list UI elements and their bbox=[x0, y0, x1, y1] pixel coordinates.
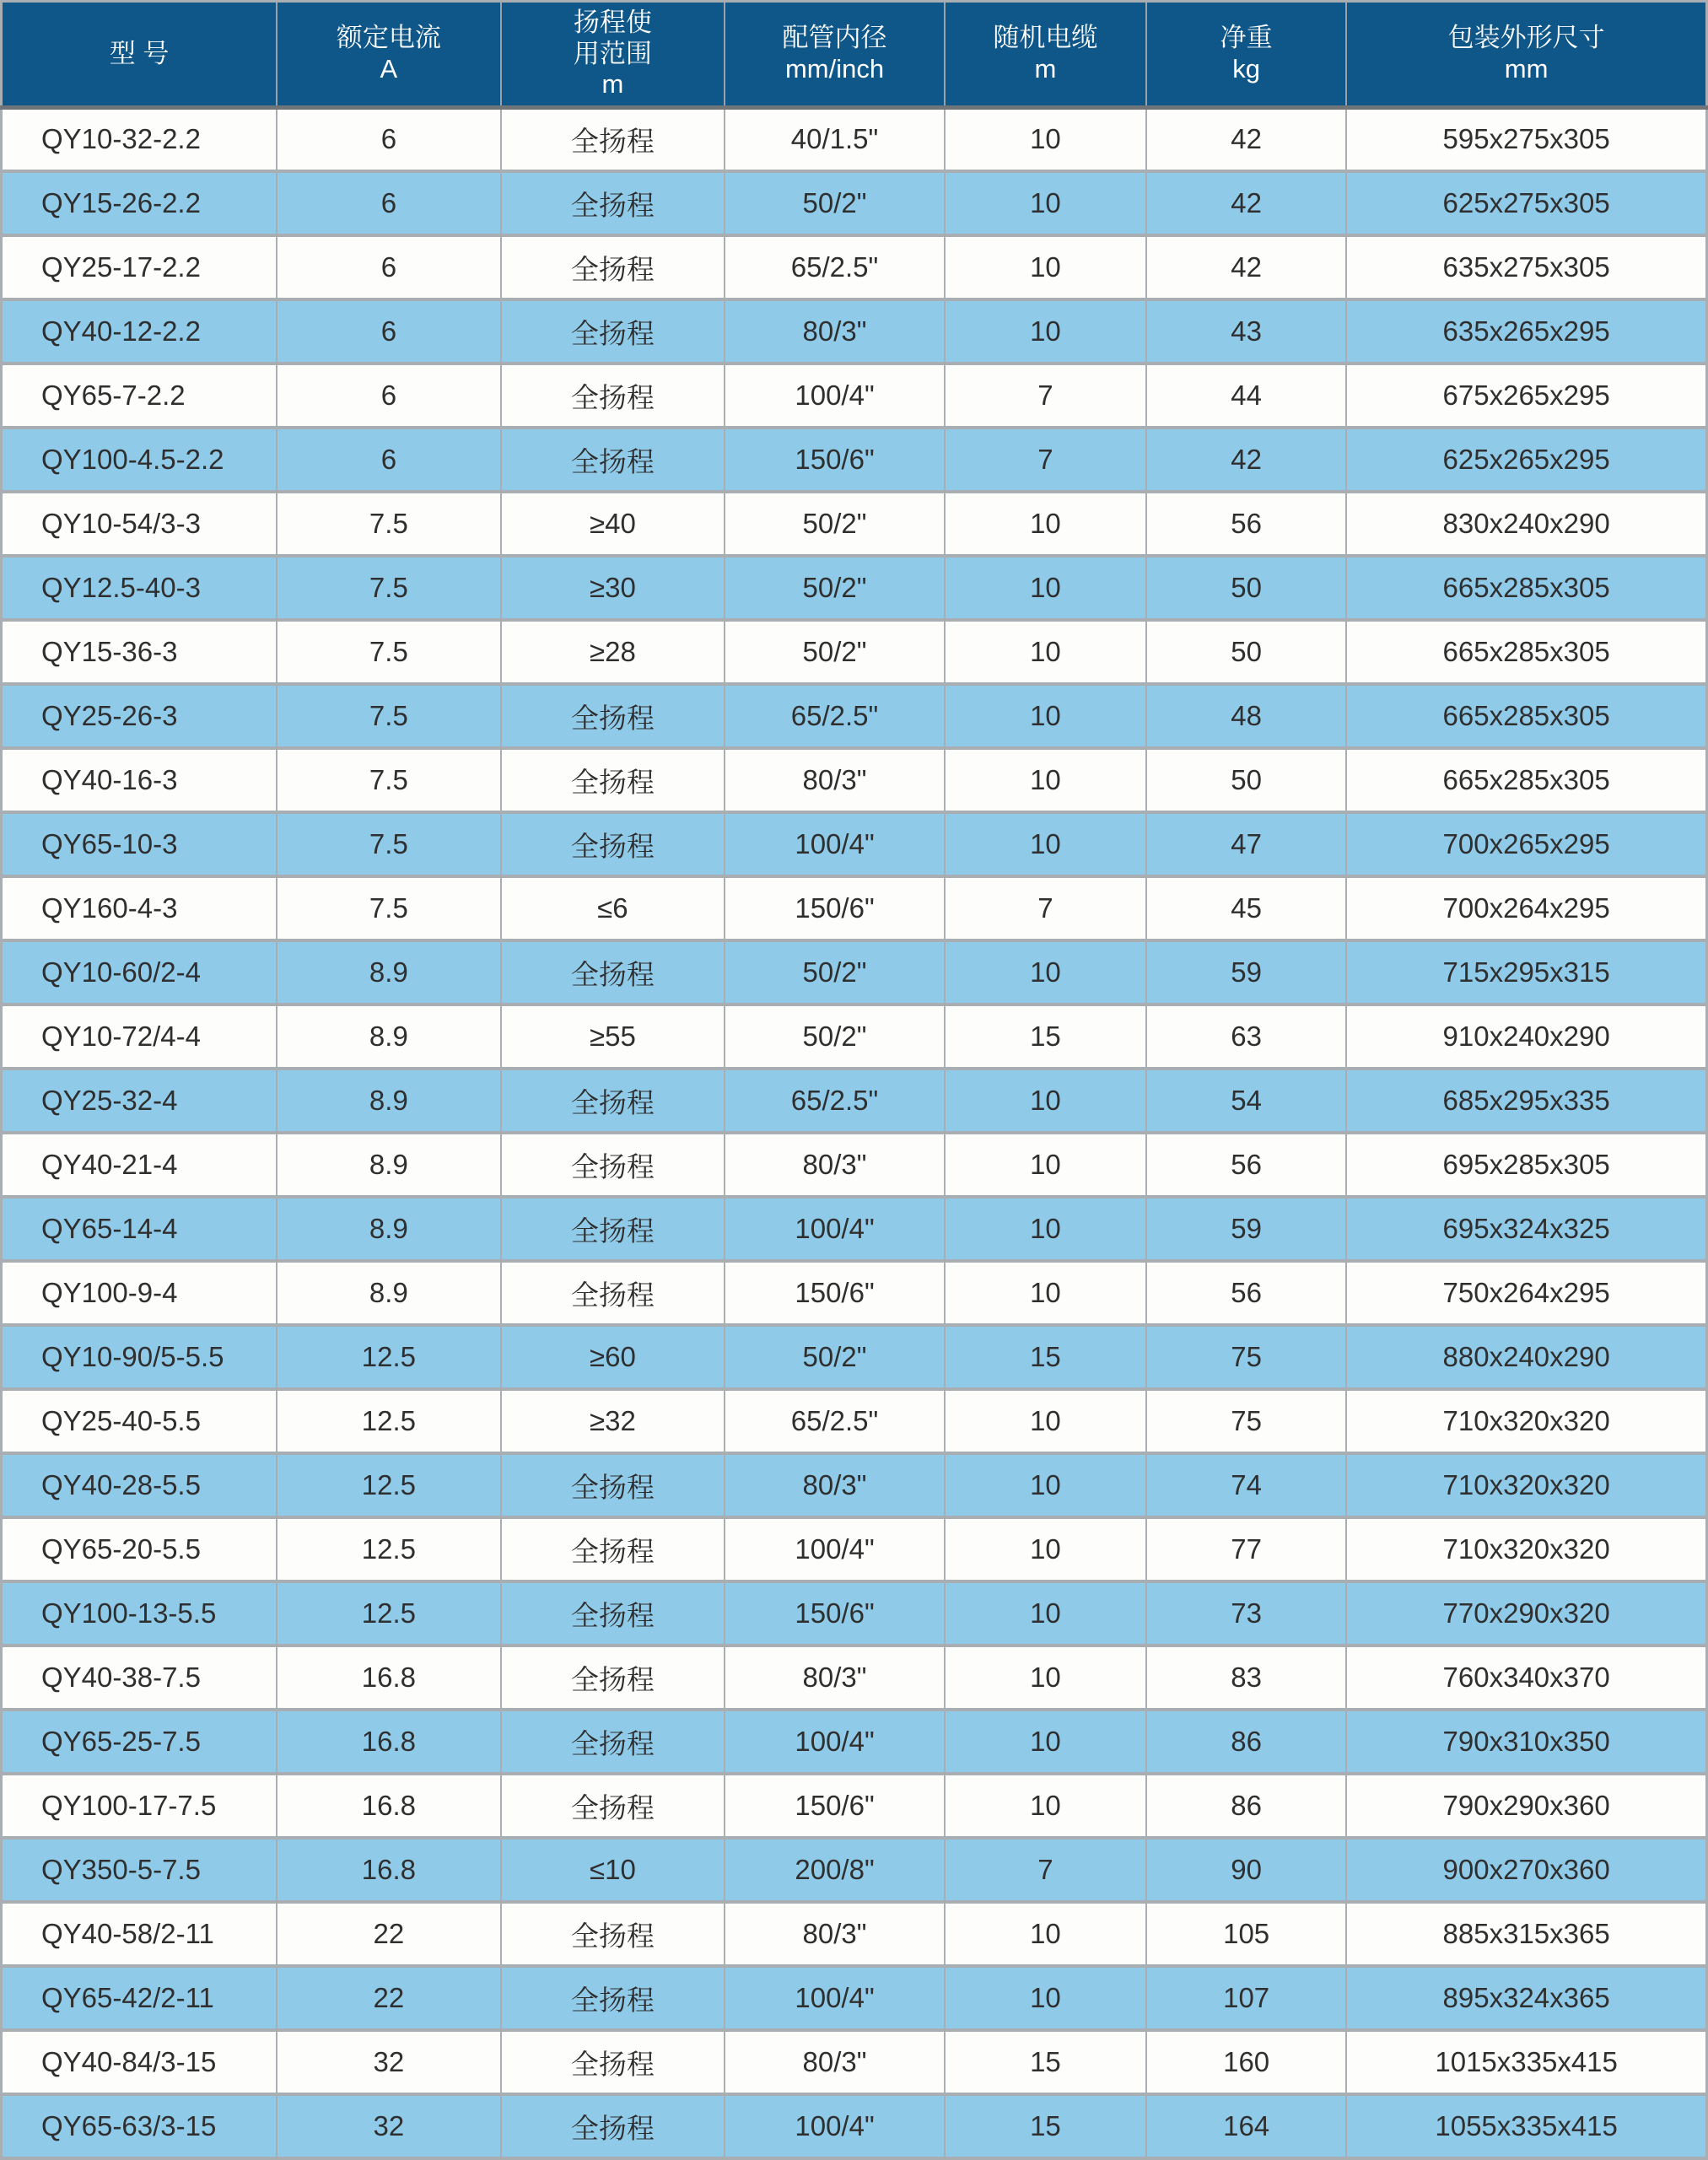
cell-net-weight: 56 bbox=[1146, 1133, 1346, 1197]
table-row bbox=[2, 1005, 1707, 1069]
cell-rated-current: 7.5 bbox=[277, 748, 501, 812]
cell-rated-current: 8.9 bbox=[277, 1069, 501, 1133]
cell-net-weight: 164 bbox=[1146, 2094, 1346, 2158]
cell-rated-current: 22 bbox=[277, 1966, 501, 2030]
table-body bbox=[2, 107, 1707, 2158]
cell-package-size: 790x290x360 bbox=[1346, 1774, 1706, 1838]
cell-cable-length: 15 bbox=[945, 1325, 1146, 1389]
cell-package-size: 695x285x305 bbox=[1346, 1133, 1706, 1197]
cell-pipe-diameter: 200/8" bbox=[725, 1838, 945, 1902]
cell-pipe-diameter: 100/4" bbox=[725, 1966, 945, 2030]
cell-package-size: 700x264x295 bbox=[1346, 876, 1706, 940]
cell-cable-length: 10 bbox=[945, 1261, 1146, 1325]
cell-rated-current: 16.8 bbox=[277, 1646, 501, 1710]
cell-package-size: 760x340x370 bbox=[1346, 1646, 1706, 1710]
cell-head-range: 全扬程 bbox=[501, 171, 725, 235]
cell-net-weight: 50 bbox=[1146, 748, 1346, 812]
table-row bbox=[2, 299, 1707, 364]
cell-head-range: 全扬程 bbox=[501, 2030, 725, 2094]
cell-pipe-diameter: 80/3" bbox=[725, 299, 945, 364]
cell-cable-length: 15 bbox=[945, 1005, 1146, 1069]
cell-head-range: 全扬程 bbox=[501, 1133, 725, 1197]
table-row bbox=[2, 1581, 1707, 1646]
cell-rated-current: 8.9 bbox=[277, 1133, 501, 1197]
cell-model: QY40-84/3-15 bbox=[2, 2030, 277, 2094]
cell-cable-length: 7 bbox=[945, 364, 1146, 428]
cell-package-size: 790x310x350 bbox=[1346, 1710, 1706, 1774]
cell-package-size: 675x265x295 bbox=[1346, 364, 1706, 428]
cell-model: QY10-90/5-5.5 bbox=[2, 1325, 277, 1389]
table-header-row bbox=[2, 2, 1707, 108]
cell-head-range: ≥32 bbox=[501, 1389, 725, 1453]
cell-rated-current: 22 bbox=[277, 1902, 501, 1966]
cell-model: QY10-32-2.2 bbox=[2, 107, 277, 171]
cell-model: QY100-4.5-2.2 bbox=[2, 428, 277, 492]
cell-cable-length: 10 bbox=[945, 620, 1146, 684]
table-row bbox=[2, 235, 1707, 299]
cell-package-size: 770x290x320 bbox=[1346, 1581, 1706, 1646]
cell-package-size: 635x275x305 bbox=[1346, 235, 1706, 299]
table-row bbox=[2, 1774, 1707, 1838]
cell-head-range: 全扬程 bbox=[501, 107, 725, 171]
cell-pipe-diameter: 80/3" bbox=[725, 1646, 945, 1710]
cell-model: QY15-36-3 bbox=[2, 620, 277, 684]
cell-package-size: 625x275x305 bbox=[1346, 171, 1706, 235]
cell-cable-length: 10 bbox=[945, 684, 1146, 748]
table-row bbox=[2, 1453, 1707, 1517]
cell-rated-current: 6 bbox=[277, 364, 501, 428]
cell-rated-current: 32 bbox=[277, 2030, 501, 2094]
cell-cable-length: 10 bbox=[945, 1069, 1146, 1133]
column-header-cable-length: 随机电缆 m bbox=[945, 2, 1146, 108]
cell-pipe-diameter: 50/2" bbox=[725, 556, 945, 620]
cell-package-size: 910x240x290 bbox=[1346, 1005, 1706, 1069]
cell-rated-current: 6 bbox=[277, 428, 501, 492]
cell-rated-current: 7.5 bbox=[277, 812, 501, 876]
cell-net-weight: 77 bbox=[1146, 1517, 1346, 1581]
cell-pipe-diameter: 150/6" bbox=[725, 876, 945, 940]
cell-pipe-diameter: 100/4" bbox=[725, 1710, 945, 1774]
cell-head-range: 全扬程 bbox=[501, 1774, 725, 1838]
cell-rated-current: 16.8 bbox=[277, 1710, 501, 1774]
cell-net-weight: 44 bbox=[1146, 364, 1346, 428]
cell-pipe-diameter: 50/2" bbox=[725, 1005, 945, 1069]
cell-head-range: ≤6 bbox=[501, 876, 725, 940]
table-row bbox=[2, 876, 1707, 940]
cell-net-weight: 42 bbox=[1146, 171, 1346, 235]
cell-rated-current: 32 bbox=[277, 2094, 501, 2158]
cell-head-range: 全扬程 bbox=[501, 1581, 725, 1646]
table-row bbox=[2, 1838, 1707, 1902]
cell-net-weight: 56 bbox=[1146, 1261, 1346, 1325]
cell-head-range: 全扬程 bbox=[501, 1710, 725, 1774]
cell-pipe-diameter: 80/3" bbox=[725, 1453, 945, 1517]
cell-model: QY100-13-5.5 bbox=[2, 1581, 277, 1646]
table-row bbox=[2, 620, 1707, 684]
table-row bbox=[2, 2030, 1707, 2094]
table-row bbox=[2, 1966, 1707, 2030]
cell-model: QY65-10-3 bbox=[2, 812, 277, 876]
cell-rated-current: 7.5 bbox=[277, 876, 501, 940]
cell-cable-length: 10 bbox=[945, 1389, 1146, 1453]
cell-head-range: 全扬程 bbox=[501, 428, 725, 492]
table-row bbox=[2, 556, 1707, 620]
cell-head-range: 全扬程 bbox=[501, 1902, 725, 1966]
cell-pipe-diameter: 50/2" bbox=[725, 620, 945, 684]
table-row bbox=[2, 748, 1707, 812]
cell-pipe-diameter: 80/3" bbox=[725, 1133, 945, 1197]
table-row bbox=[2, 1133, 1707, 1197]
cell-pipe-diameter: 150/6" bbox=[725, 1261, 945, 1325]
cell-head-range: 全扬程 bbox=[501, 2094, 725, 2158]
column-header-head-range: 扬程使 用范围 m bbox=[501, 2, 725, 108]
cell-head-range: 全扬程 bbox=[501, 1261, 725, 1325]
cell-pipe-diameter: 150/6" bbox=[725, 1774, 945, 1838]
cell-pipe-diameter: 150/6" bbox=[725, 1581, 945, 1646]
cell-model: QY40-28-5.5 bbox=[2, 1453, 277, 1517]
cell-net-weight: 50 bbox=[1146, 620, 1346, 684]
cell-head-range: 全扬程 bbox=[501, 684, 725, 748]
cell-net-weight: 63 bbox=[1146, 1005, 1346, 1069]
cell-cable-length: 10 bbox=[945, 299, 1146, 364]
cell-model: QY40-16-3 bbox=[2, 748, 277, 812]
cell-package-size: 710x320x320 bbox=[1346, 1453, 1706, 1517]
cell-net-weight: 56 bbox=[1146, 492, 1346, 556]
cell-cable-length: 10 bbox=[945, 1453, 1146, 1517]
cell-head-range: ≥28 bbox=[501, 620, 725, 684]
cell-cable-length: 10 bbox=[945, 748, 1146, 812]
cell-cable-length: 10 bbox=[945, 812, 1146, 876]
cell-model: QY65-25-7.5 bbox=[2, 1710, 277, 1774]
cell-pipe-diameter: 50/2" bbox=[725, 171, 945, 235]
cell-cable-length: 10 bbox=[945, 940, 1146, 1005]
table-row bbox=[2, 2094, 1707, 2158]
cell-package-size: 715x295x315 bbox=[1346, 940, 1706, 1005]
cell-model: QY40-58/2-11 bbox=[2, 1902, 277, 1966]
cell-pipe-diameter: 50/2" bbox=[725, 940, 945, 1005]
cell-package-size: 900x270x360 bbox=[1346, 1838, 1706, 1902]
cell-head-range: ≤10 bbox=[501, 1838, 725, 1902]
cell-net-weight: 59 bbox=[1146, 940, 1346, 1005]
cell-pipe-diameter: 100/4" bbox=[725, 812, 945, 876]
cell-pipe-diameter: 100/4" bbox=[725, 1517, 945, 1581]
cell-pipe-diameter: 50/2" bbox=[725, 1325, 945, 1389]
cell-rated-current: 7.5 bbox=[277, 684, 501, 748]
cell-rated-current: 6 bbox=[277, 235, 501, 299]
cell-cable-length: 10 bbox=[945, 1646, 1146, 1710]
cell-net-weight: 105 bbox=[1146, 1902, 1346, 1966]
cell-net-weight: 75 bbox=[1146, 1325, 1346, 1389]
cell-pipe-diameter: 80/3" bbox=[725, 2030, 945, 2094]
cell-net-weight: 160 bbox=[1146, 2030, 1346, 2094]
cell-rated-current: 8.9 bbox=[277, 1197, 501, 1261]
cell-model: QY40-38-7.5 bbox=[2, 1646, 277, 1710]
cell-model: QY65-20-5.5 bbox=[2, 1517, 277, 1581]
cell-net-weight: 43 bbox=[1146, 299, 1346, 364]
cell-head-range: ≥60 bbox=[501, 1325, 725, 1389]
cell-model: QY10-60/2-4 bbox=[2, 940, 277, 1005]
cell-cable-length: 10 bbox=[945, 1517, 1146, 1581]
cell-model: QY40-12-2.2 bbox=[2, 299, 277, 364]
table-row bbox=[2, 428, 1707, 492]
cell-cable-length: 10 bbox=[945, 235, 1146, 299]
cell-head-range: 全扬程 bbox=[501, 235, 725, 299]
cell-model: QY25-32-4 bbox=[2, 1069, 277, 1133]
cell-package-size: 685x295x335 bbox=[1346, 1069, 1706, 1133]
table-row bbox=[2, 812, 1707, 876]
cell-net-weight: 42 bbox=[1146, 107, 1346, 171]
table-row bbox=[2, 171, 1707, 235]
cell-package-size: 1015x335x415 bbox=[1346, 2030, 1706, 2094]
cell-rated-current: 8.9 bbox=[277, 940, 501, 1005]
cell-rated-current: 16.8 bbox=[277, 1774, 501, 1838]
cell-head-range: 全扬程 bbox=[501, 1197, 725, 1261]
cell-head-range: 全扬程 bbox=[501, 1069, 725, 1133]
cell-cable-length: 10 bbox=[945, 1774, 1146, 1838]
column-header-model: 型 号 bbox=[2, 2, 277, 108]
cell-cable-length: 15 bbox=[945, 2030, 1146, 2094]
table-row bbox=[2, 1325, 1707, 1389]
cell-package-size: 880x240x290 bbox=[1346, 1325, 1706, 1389]
table-row bbox=[2, 1902, 1707, 1966]
cell-rated-current: 12.5 bbox=[277, 1389, 501, 1453]
table-row bbox=[2, 1261, 1707, 1325]
cell-package-size: 710x320x320 bbox=[1346, 1389, 1706, 1453]
cell-net-weight: 86 bbox=[1146, 1774, 1346, 1838]
cell-package-size: 750x264x295 bbox=[1346, 1261, 1706, 1325]
cell-cable-length: 10 bbox=[945, 556, 1146, 620]
cell-model: QY100-9-4 bbox=[2, 1261, 277, 1325]
cell-cable-length: 10 bbox=[945, 1197, 1146, 1261]
table-row bbox=[2, 940, 1707, 1005]
cell-model: QY350-5-7.5 bbox=[2, 1838, 277, 1902]
cell-package-size: 830x240x290 bbox=[1346, 492, 1706, 556]
cell-model: QY15-26-2.2 bbox=[2, 171, 277, 235]
cell-model: QY65-14-4 bbox=[2, 1197, 277, 1261]
table-row bbox=[2, 1069, 1707, 1133]
cell-package-size: 1055x335x415 bbox=[1346, 2094, 1706, 2158]
cell-model: QY65-63/3-15 bbox=[2, 2094, 277, 2158]
cell-head-range: 全扬程 bbox=[501, 299, 725, 364]
cell-package-size: 710x320x320 bbox=[1346, 1517, 1706, 1581]
cell-package-size: 895x324x365 bbox=[1346, 1966, 1706, 2030]
cell-head-range: ≥30 bbox=[501, 556, 725, 620]
cell-net-weight: 42 bbox=[1146, 235, 1346, 299]
table-row bbox=[2, 1197, 1707, 1261]
cell-model: QY25-40-5.5 bbox=[2, 1389, 277, 1453]
cell-pipe-diameter: 100/4" bbox=[725, 1197, 945, 1261]
column-header-rated-current: 额定电流 A bbox=[277, 2, 501, 108]
cell-head-range: 全扬程 bbox=[501, 748, 725, 812]
cell-package-size: 595x275x305 bbox=[1346, 107, 1706, 171]
cell-net-weight: 50 bbox=[1146, 556, 1346, 620]
cell-cable-length: 10 bbox=[945, 107, 1146, 171]
cell-package-size: 625x265x295 bbox=[1346, 428, 1706, 492]
cell-model: QY40-21-4 bbox=[2, 1133, 277, 1197]
cell-net-weight: 90 bbox=[1146, 1838, 1346, 1902]
cell-pipe-diameter: 150/6" bbox=[725, 428, 945, 492]
table-row bbox=[2, 684, 1707, 748]
cell-package-size: 665x285x305 bbox=[1346, 748, 1706, 812]
table-row bbox=[2, 364, 1707, 428]
cell-rated-current: 12.5 bbox=[277, 1325, 501, 1389]
cell-model: QY10-54/3-3 bbox=[2, 492, 277, 556]
column-header-package-size: 包装外形尺寸 mm bbox=[1346, 2, 1706, 108]
cell-head-range: 全扬程 bbox=[501, 1966, 725, 2030]
cell-model: QY25-26-3 bbox=[2, 684, 277, 748]
cell-net-weight: 83 bbox=[1146, 1646, 1346, 1710]
cell-model: QY65-42/2-11 bbox=[2, 1966, 277, 2030]
cell-package-size: 665x285x305 bbox=[1346, 556, 1706, 620]
cell-pipe-diameter: 80/3" bbox=[725, 1902, 945, 1966]
cell-pipe-diameter: 65/2.5" bbox=[725, 684, 945, 748]
cell-pipe-diameter: 100/4" bbox=[725, 364, 945, 428]
cell-package-size: 885x315x365 bbox=[1346, 1902, 1706, 1966]
cell-head-range: 全扬程 bbox=[501, 812, 725, 876]
cell-rated-current: 6 bbox=[277, 171, 501, 235]
cell-head-range: ≥55 bbox=[501, 1005, 725, 1069]
cell-net-weight: 54 bbox=[1146, 1069, 1346, 1133]
cell-head-range: 全扬程 bbox=[501, 1453, 725, 1517]
cell-pipe-diameter: 65/2.5" bbox=[725, 235, 945, 299]
cell-cable-length: 7 bbox=[945, 876, 1146, 940]
cell-cable-length: 10 bbox=[945, 1710, 1146, 1774]
cell-model: QY160-4-3 bbox=[2, 876, 277, 940]
cell-model: QY25-17-2.2 bbox=[2, 235, 277, 299]
cell-cable-length: 10 bbox=[945, 1966, 1146, 2030]
cell-rated-current: 12.5 bbox=[277, 1517, 501, 1581]
cell-cable-length: 10 bbox=[945, 1581, 1146, 1646]
cell-model: QY12.5-40-3 bbox=[2, 556, 277, 620]
cell-rated-current: 7.5 bbox=[277, 492, 501, 556]
cell-model: QY10-72/4-4 bbox=[2, 1005, 277, 1069]
cell-pipe-diameter: 100/4" bbox=[725, 2094, 945, 2158]
cell-model: QY65-7-2.2 bbox=[2, 364, 277, 428]
cell-pipe-diameter: 80/3" bbox=[725, 748, 945, 812]
cell-pipe-diameter: 50/2" bbox=[725, 492, 945, 556]
cell-head-range: 全扬程 bbox=[501, 1646, 725, 1710]
table-header bbox=[2, 2, 1707, 108]
cell-cable-length: 15 bbox=[945, 2094, 1146, 2158]
cell-cable-length: 7 bbox=[945, 428, 1146, 492]
cell-package-size: 695x324x325 bbox=[1346, 1197, 1706, 1261]
column-header-net-weight: 净重 kg bbox=[1146, 2, 1346, 108]
cell-head-range: 全扬程 bbox=[501, 1517, 725, 1581]
cell-net-weight: 107 bbox=[1146, 1966, 1346, 2030]
cell-pipe-diameter: 65/2.5" bbox=[725, 1069, 945, 1133]
cell-package-size: 665x285x305 bbox=[1346, 684, 1706, 748]
cell-rated-current: 6 bbox=[277, 299, 501, 364]
table-row bbox=[2, 492, 1707, 556]
table-row bbox=[2, 1517, 1707, 1581]
cell-model: QY100-17-7.5 bbox=[2, 1774, 277, 1838]
column-header-pipe-diameter: 配管内径 mm/inch bbox=[725, 2, 945, 108]
cell-head-range: 全扬程 bbox=[501, 940, 725, 1005]
cell-rated-current: 8.9 bbox=[277, 1261, 501, 1325]
table-row bbox=[2, 1646, 1707, 1710]
cell-cable-length: 10 bbox=[945, 171, 1146, 235]
cell-cable-length: 10 bbox=[945, 1133, 1146, 1197]
cell-net-weight: 48 bbox=[1146, 684, 1346, 748]
cell-net-weight: 86 bbox=[1146, 1710, 1346, 1774]
table-row bbox=[2, 107, 1707, 171]
cell-rated-current: 12.5 bbox=[277, 1453, 501, 1517]
cell-package-size: 635x265x295 bbox=[1346, 299, 1706, 364]
cell-package-size: 665x285x305 bbox=[1346, 620, 1706, 684]
cell-pipe-diameter: 65/2.5" bbox=[725, 1389, 945, 1453]
cell-cable-length: 10 bbox=[945, 1902, 1146, 1966]
table-row bbox=[2, 1710, 1707, 1774]
cell-net-weight: 47 bbox=[1146, 812, 1346, 876]
cell-net-weight: 59 bbox=[1146, 1197, 1346, 1261]
cell-package-size: 700x265x295 bbox=[1346, 812, 1706, 876]
cell-head-range: ≥40 bbox=[501, 492, 725, 556]
cell-net-weight: 73 bbox=[1146, 1581, 1346, 1646]
cell-head-range: 全扬程 bbox=[501, 364, 725, 428]
cell-net-weight: 74 bbox=[1146, 1453, 1346, 1517]
cell-rated-current: 7.5 bbox=[277, 620, 501, 684]
cell-cable-length: 10 bbox=[945, 492, 1146, 556]
cell-pipe-diameter: 40/1.5" bbox=[725, 107, 945, 171]
cell-rated-current: 16.8 bbox=[277, 1838, 501, 1902]
cell-cable-length: 7 bbox=[945, 1838, 1146, 1902]
cell-rated-current: 8.9 bbox=[277, 1005, 501, 1069]
cell-rated-current: 7.5 bbox=[277, 556, 501, 620]
cell-net-weight: 45 bbox=[1146, 876, 1346, 940]
cell-net-weight: 75 bbox=[1146, 1389, 1346, 1453]
cell-rated-current: 6 bbox=[277, 107, 501, 171]
table-row bbox=[2, 1389, 1707, 1453]
cell-net-weight: 42 bbox=[1146, 428, 1346, 492]
cell-rated-current: 12.5 bbox=[277, 1581, 501, 1646]
